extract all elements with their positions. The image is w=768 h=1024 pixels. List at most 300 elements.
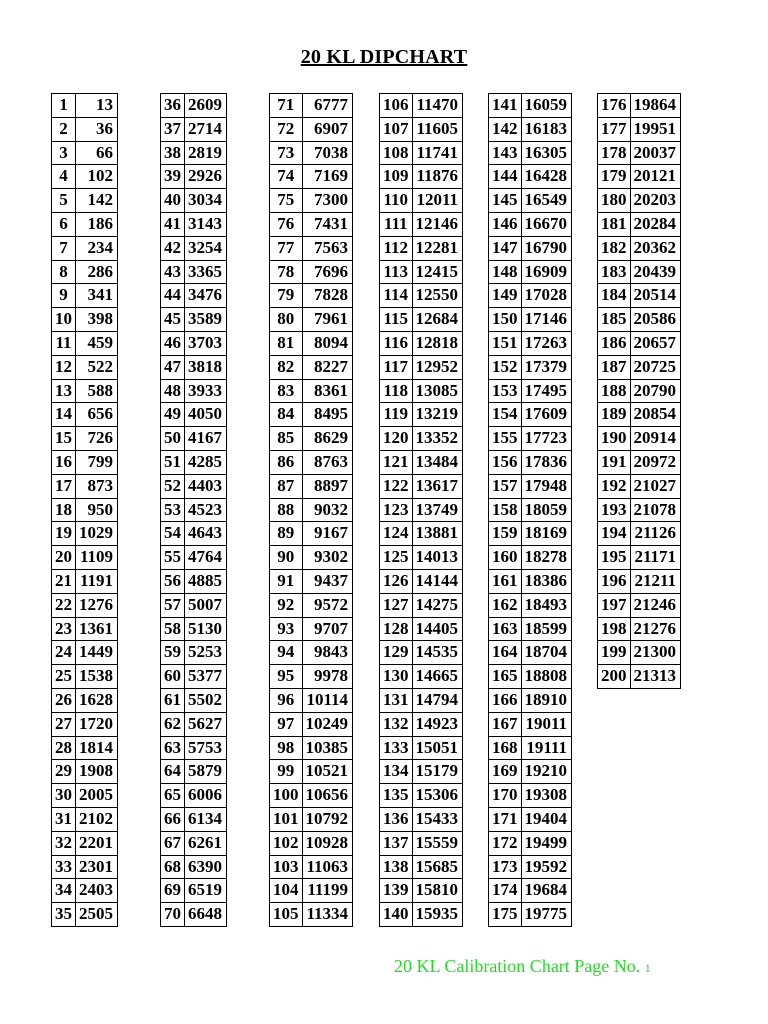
table-row bbox=[489, 498, 572, 522]
table-row bbox=[161, 879, 227, 903]
volume-cell: 873 bbox=[76, 474, 118, 498]
volume-cell: 1628 bbox=[76, 688, 118, 712]
column-group bbox=[379, 93, 463, 927]
dip-cell: 7 bbox=[52, 236, 76, 260]
dip-cell: 158 bbox=[489, 498, 522, 522]
dip-cell: 171 bbox=[489, 807, 522, 831]
table-row bbox=[489, 308, 572, 332]
table-row bbox=[598, 331, 681, 355]
dip-cell: 22 bbox=[52, 593, 76, 617]
table-row bbox=[52, 94, 118, 118]
volume-cell: 20514 bbox=[630, 284, 681, 308]
volume-cell: 4403 bbox=[185, 474, 227, 498]
table-row bbox=[598, 236, 681, 260]
dip-cell: 72 bbox=[270, 117, 303, 141]
volume-cell: 14013 bbox=[412, 546, 463, 570]
volume-cell: 186 bbox=[76, 212, 118, 236]
volume-cell: 11605 bbox=[412, 117, 463, 141]
table-row bbox=[270, 831, 353, 855]
volume-cell: 7300 bbox=[302, 189, 353, 213]
volume-cell: 20362 bbox=[630, 236, 681, 260]
volume-cell: 3476 bbox=[185, 284, 227, 308]
volume-cell: 17146 bbox=[521, 308, 572, 332]
volume-cell: 5007 bbox=[185, 593, 227, 617]
dip-cell: 25 bbox=[52, 665, 76, 689]
volume-cell: 13 bbox=[76, 94, 118, 118]
table-row bbox=[380, 903, 463, 927]
volume-cell: 1361 bbox=[76, 617, 118, 641]
dip-cell: 132 bbox=[380, 712, 413, 736]
table-row bbox=[52, 450, 118, 474]
dip-cell: 88 bbox=[270, 498, 303, 522]
table-row bbox=[270, 617, 353, 641]
dip-cell: 155 bbox=[489, 427, 522, 451]
volume-cell: 9032 bbox=[302, 498, 353, 522]
table-row bbox=[380, 165, 463, 189]
volume-cell: 726 bbox=[76, 427, 118, 451]
volume-cell: 21126 bbox=[630, 522, 681, 546]
volume-cell: 2819 bbox=[185, 141, 227, 165]
dip-cell: 6 bbox=[52, 212, 76, 236]
table-row bbox=[161, 403, 227, 427]
dip-cell: 75 bbox=[270, 189, 303, 213]
volume-cell: 8094 bbox=[302, 331, 353, 355]
table-row bbox=[598, 284, 681, 308]
dip-cell: 82 bbox=[270, 355, 303, 379]
volume-cell: 36 bbox=[76, 117, 118, 141]
table-row bbox=[52, 355, 118, 379]
volume-cell: 15935 bbox=[412, 903, 463, 927]
volume-cell: 1109 bbox=[76, 546, 118, 570]
volume-cell: 341 bbox=[76, 284, 118, 308]
dip-cell: 105 bbox=[270, 903, 303, 927]
table-row bbox=[270, 165, 353, 189]
volume-cell: 4050 bbox=[185, 403, 227, 427]
volume-cell: 20972 bbox=[630, 450, 681, 474]
dip-cell: 34 bbox=[52, 879, 76, 903]
table-row bbox=[52, 165, 118, 189]
dip-cell: 11 bbox=[52, 331, 76, 355]
table-row bbox=[489, 569, 572, 593]
table-row bbox=[270, 331, 353, 355]
table-row bbox=[161, 831, 227, 855]
table-row bbox=[598, 427, 681, 451]
volume-cell: 7169 bbox=[302, 165, 353, 189]
dip-cell: 164 bbox=[489, 641, 522, 665]
volume-cell: 12818 bbox=[412, 331, 463, 355]
volume-cell: 15306 bbox=[412, 784, 463, 808]
volume-cell: 6134 bbox=[185, 807, 227, 831]
table-row bbox=[270, 807, 353, 831]
volume-cell: 19864 bbox=[630, 94, 681, 118]
table-row bbox=[52, 212, 118, 236]
dip-cell: 109 bbox=[380, 165, 413, 189]
volume-cell: 14275 bbox=[412, 593, 463, 617]
table-row bbox=[380, 736, 463, 760]
volume-cell: 11470 bbox=[412, 94, 463, 118]
volume-cell: 13085 bbox=[412, 379, 463, 403]
volume-cell: 21276 bbox=[630, 617, 681, 641]
table-row bbox=[380, 617, 463, 641]
table-row bbox=[52, 189, 118, 213]
table-row bbox=[380, 712, 463, 736]
volume-cell: 16059 bbox=[521, 94, 572, 118]
volume-cell: 4523 bbox=[185, 498, 227, 522]
volume-cell: 19111 bbox=[521, 736, 572, 760]
table-row bbox=[270, 593, 353, 617]
table-row bbox=[380, 498, 463, 522]
volume-cell: 1814 bbox=[76, 736, 118, 760]
volume-cell: 286 bbox=[76, 260, 118, 284]
dip-cell: 87 bbox=[270, 474, 303, 498]
table-row bbox=[270, 427, 353, 451]
volume-cell: 6006 bbox=[185, 784, 227, 808]
dip-cell: 141 bbox=[489, 94, 522, 118]
volume-cell: 5253 bbox=[185, 641, 227, 665]
table-row bbox=[380, 308, 463, 332]
volume-cell: 18808 bbox=[521, 665, 572, 689]
volume-cell: 2403 bbox=[76, 879, 118, 903]
table-row bbox=[598, 617, 681, 641]
dip-cell: 195 bbox=[598, 546, 631, 570]
table-row bbox=[270, 117, 353, 141]
table-row bbox=[380, 569, 463, 593]
dip-cell: 70 bbox=[161, 903, 185, 927]
table-row bbox=[380, 522, 463, 546]
volume-cell: 1449 bbox=[76, 641, 118, 665]
volume-cell: 1908 bbox=[76, 760, 118, 784]
table-row bbox=[380, 807, 463, 831]
table-row bbox=[161, 784, 227, 808]
column-group bbox=[160, 93, 227, 927]
volume-cell: 6261 bbox=[185, 831, 227, 855]
dip-cell: 67 bbox=[161, 831, 185, 855]
table-row bbox=[489, 641, 572, 665]
table-row bbox=[380, 355, 463, 379]
table-row bbox=[161, 760, 227, 784]
table-row bbox=[161, 641, 227, 665]
dip-cell: 21 bbox=[52, 569, 76, 593]
dip-cell: 24 bbox=[52, 641, 76, 665]
volume-cell: 6519 bbox=[185, 879, 227, 903]
dip-cell: 27 bbox=[52, 712, 76, 736]
volume-cell: 13352 bbox=[412, 427, 463, 451]
dip-cell: 136 bbox=[380, 807, 413, 831]
table-row bbox=[489, 427, 572, 451]
table-row bbox=[161, 807, 227, 831]
dip-cell: 108 bbox=[380, 141, 413, 165]
dip-cell: 35 bbox=[52, 903, 76, 927]
dip-cell: 97 bbox=[270, 712, 303, 736]
volume-cell: 19499 bbox=[521, 831, 572, 855]
volume-cell: 7038 bbox=[302, 141, 353, 165]
dip-cell: 83 bbox=[270, 379, 303, 403]
dip-cell: 14 bbox=[52, 403, 76, 427]
dip-cell: 44 bbox=[161, 284, 185, 308]
dip-cell: 66 bbox=[161, 807, 185, 831]
volume-cell: 20284 bbox=[630, 212, 681, 236]
dip-cell: 33 bbox=[52, 855, 76, 879]
dip-cell: 124 bbox=[380, 522, 413, 546]
volume-cell: 20121 bbox=[630, 165, 681, 189]
table-row bbox=[380, 593, 463, 617]
table-row bbox=[489, 665, 572, 689]
table-row bbox=[380, 427, 463, 451]
dip-cell: 59 bbox=[161, 641, 185, 665]
dip-cell: 119 bbox=[380, 403, 413, 427]
table-row bbox=[489, 903, 572, 927]
page-title: 20 KL DIPCHART bbox=[300, 46, 468, 68]
volume-cell: 11063 bbox=[302, 855, 353, 879]
volume-cell: 8897 bbox=[302, 474, 353, 498]
table-row bbox=[161, 569, 227, 593]
table-row bbox=[52, 117, 118, 141]
table-row bbox=[380, 760, 463, 784]
table-row bbox=[161, 450, 227, 474]
volume-cell: 8227 bbox=[302, 355, 353, 379]
volume-cell: 11334 bbox=[302, 903, 353, 927]
volume-cell: 66 bbox=[76, 141, 118, 165]
dip-cell: 200 bbox=[598, 665, 631, 689]
volume-cell: 20203 bbox=[630, 189, 681, 213]
dip-cell: 23 bbox=[52, 617, 76, 641]
dip-cell: 1 bbox=[52, 94, 76, 118]
table-row bbox=[598, 665, 681, 689]
dip-cell: 140 bbox=[380, 903, 413, 927]
dip-cell: 69 bbox=[161, 879, 185, 903]
volume-cell: 1191 bbox=[76, 569, 118, 593]
dip-cell: 139 bbox=[380, 879, 413, 903]
table-row bbox=[52, 784, 118, 808]
table-row bbox=[598, 355, 681, 379]
table-row bbox=[380, 284, 463, 308]
volume-cell: 17495 bbox=[521, 379, 572, 403]
dip-cell: 77 bbox=[270, 236, 303, 260]
table-row bbox=[52, 236, 118, 260]
table-row bbox=[161, 94, 227, 118]
volume-cell: 4885 bbox=[185, 569, 227, 593]
table-row bbox=[598, 546, 681, 570]
dip-cell: 151 bbox=[489, 331, 522, 355]
dip-cell: 123 bbox=[380, 498, 413, 522]
dip-cell: 128 bbox=[380, 617, 413, 641]
dip-cell: 190 bbox=[598, 427, 631, 451]
dip-cell: 145 bbox=[489, 189, 522, 213]
volume-cell: 6777 bbox=[302, 94, 353, 118]
dip-cell: 122 bbox=[380, 474, 413, 498]
table-row bbox=[270, 403, 353, 427]
dip-cell: 153 bbox=[489, 379, 522, 403]
volume-cell: 16549 bbox=[521, 189, 572, 213]
table-row bbox=[598, 450, 681, 474]
dip-cell: 101 bbox=[270, 807, 303, 831]
volume-cell: 14405 bbox=[412, 617, 463, 641]
dip-cell: 16 bbox=[52, 450, 76, 474]
volume-cell: 15810 bbox=[412, 879, 463, 903]
dip-cell: 96 bbox=[270, 688, 303, 712]
volume-cell: 12684 bbox=[412, 308, 463, 332]
dip-cell: 93 bbox=[270, 617, 303, 641]
table-row bbox=[52, 831, 118, 855]
volume-cell: 2609 bbox=[185, 94, 227, 118]
dip-cell: 17 bbox=[52, 474, 76, 498]
dip-cell: 149 bbox=[489, 284, 522, 308]
dip-cell: 193 bbox=[598, 498, 631, 522]
volume-cell: 10928 bbox=[302, 831, 353, 855]
volume-cell: 14923 bbox=[412, 712, 463, 736]
dip-cell: 129 bbox=[380, 641, 413, 665]
table-row bbox=[270, 879, 353, 903]
table-row bbox=[598, 165, 681, 189]
table-row bbox=[52, 379, 118, 403]
table-row bbox=[380, 665, 463, 689]
table-row bbox=[489, 189, 572, 213]
dip-cell: 36 bbox=[161, 94, 185, 118]
volume-cell: 10792 bbox=[302, 807, 353, 831]
volume-cell: 3254 bbox=[185, 236, 227, 260]
table-row bbox=[52, 736, 118, 760]
table-row bbox=[270, 450, 353, 474]
volume-cell: 16428 bbox=[521, 165, 572, 189]
table-row bbox=[270, 284, 353, 308]
dip-cell: 185 bbox=[598, 308, 631, 332]
volume-cell: 5879 bbox=[185, 760, 227, 784]
dip-cell: 125 bbox=[380, 546, 413, 570]
dip-cell: 104 bbox=[270, 879, 303, 903]
dip-cell: 98 bbox=[270, 736, 303, 760]
dip-cell: 90 bbox=[270, 546, 303, 570]
table-row bbox=[270, 308, 353, 332]
dip-cell: 42 bbox=[161, 236, 185, 260]
volume-cell: 16183 bbox=[521, 117, 572, 141]
dip-cell: 161 bbox=[489, 569, 522, 593]
dip-cell: 146 bbox=[489, 212, 522, 236]
volume-cell: 9978 bbox=[302, 665, 353, 689]
table-row bbox=[270, 379, 353, 403]
dip-cell: 39 bbox=[161, 165, 185, 189]
table-row bbox=[489, 807, 572, 831]
volume-cell: 6648 bbox=[185, 903, 227, 927]
dip-cell: 41 bbox=[161, 212, 185, 236]
dip-cell: 133 bbox=[380, 736, 413, 760]
volume-cell: 13617 bbox=[412, 474, 463, 498]
table-row bbox=[161, 308, 227, 332]
dip-cell: 55 bbox=[161, 546, 185, 570]
dip-cell: 135 bbox=[380, 784, 413, 808]
dip-cell: 50 bbox=[161, 427, 185, 451]
table-row bbox=[598, 474, 681, 498]
table-row bbox=[161, 355, 227, 379]
dip-cell: 120 bbox=[380, 427, 413, 451]
volume-cell: 522 bbox=[76, 355, 118, 379]
table-row bbox=[161, 236, 227, 260]
table-row bbox=[598, 498, 681, 522]
dip-cell: 134 bbox=[380, 760, 413, 784]
dip-cell: 188 bbox=[598, 379, 631, 403]
table-row bbox=[161, 498, 227, 522]
dip-cell: 86 bbox=[270, 450, 303, 474]
dip-cell: 38 bbox=[161, 141, 185, 165]
dip-cell: 103 bbox=[270, 855, 303, 879]
table-row bbox=[489, 617, 572, 641]
table-row bbox=[598, 379, 681, 403]
dip-cell: 170 bbox=[489, 784, 522, 808]
volume-cell: 398 bbox=[76, 308, 118, 332]
volume-cell: 12550 bbox=[412, 284, 463, 308]
volume-cell: 1276 bbox=[76, 593, 118, 617]
volume-cell: 3589 bbox=[185, 308, 227, 332]
dip-cell: 78 bbox=[270, 260, 303, 284]
table-row bbox=[380, 117, 463, 141]
dip-cell: 79 bbox=[270, 284, 303, 308]
volume-cell: 6907 bbox=[302, 117, 353, 141]
volume-cell: 5753 bbox=[185, 736, 227, 760]
volume-cell: 3143 bbox=[185, 212, 227, 236]
table-row bbox=[161, 688, 227, 712]
dip-cell: 121 bbox=[380, 450, 413, 474]
volume-cell: 12415 bbox=[412, 260, 463, 284]
volume-cell: 102 bbox=[76, 165, 118, 189]
volume-cell: 19210 bbox=[521, 760, 572, 784]
dip-cell: 117 bbox=[380, 355, 413, 379]
table-row bbox=[380, 141, 463, 165]
table-row bbox=[489, 593, 572, 617]
dip-cell: 191 bbox=[598, 450, 631, 474]
volume-cell: 10656 bbox=[302, 784, 353, 808]
table-row bbox=[161, 736, 227, 760]
dip-cell: 180 bbox=[598, 189, 631, 213]
dip-cell: 137 bbox=[380, 831, 413, 855]
dip-cell: 154 bbox=[489, 403, 522, 427]
table-row bbox=[489, 450, 572, 474]
volume-cell: 17948 bbox=[521, 474, 572, 498]
volume-cell: 15559 bbox=[412, 831, 463, 855]
volume-cell: 4643 bbox=[185, 522, 227, 546]
volume-cell: 15051 bbox=[412, 736, 463, 760]
column-group bbox=[597, 93, 681, 689]
dip-cell: 53 bbox=[161, 498, 185, 522]
dip-cell: 111 bbox=[380, 212, 413, 236]
dip-cell: 30 bbox=[52, 784, 76, 808]
dip-cell: 183 bbox=[598, 260, 631, 284]
volume-cell: 7961 bbox=[302, 308, 353, 332]
dip-cell: 157 bbox=[489, 474, 522, 498]
dip-cell: 177 bbox=[598, 117, 631, 141]
dip-cell: 62 bbox=[161, 712, 185, 736]
volume-cell: 17836 bbox=[521, 450, 572, 474]
dip-cell: 91 bbox=[270, 569, 303, 593]
volume-cell: 19308 bbox=[521, 784, 572, 808]
table-row bbox=[380, 260, 463, 284]
dip-cell: 143 bbox=[489, 141, 522, 165]
dip-cell: 48 bbox=[161, 379, 185, 403]
dip-cell: 8 bbox=[52, 260, 76, 284]
table-row bbox=[489, 712, 572, 736]
table-row bbox=[489, 331, 572, 355]
table-row bbox=[380, 831, 463, 855]
volume-cell: 13881 bbox=[412, 522, 463, 546]
dip-cell: 100 bbox=[270, 784, 303, 808]
dip-cell: 31 bbox=[52, 807, 76, 831]
dip-cell: 45 bbox=[161, 308, 185, 332]
table-row bbox=[161, 855, 227, 879]
volume-cell: 5130 bbox=[185, 617, 227, 641]
volume-cell: 9437 bbox=[302, 569, 353, 593]
volume-cell: 1538 bbox=[76, 665, 118, 689]
volume-cell: 3703 bbox=[185, 331, 227, 355]
dip-cell: 189 bbox=[598, 403, 631, 427]
table-row bbox=[161, 165, 227, 189]
